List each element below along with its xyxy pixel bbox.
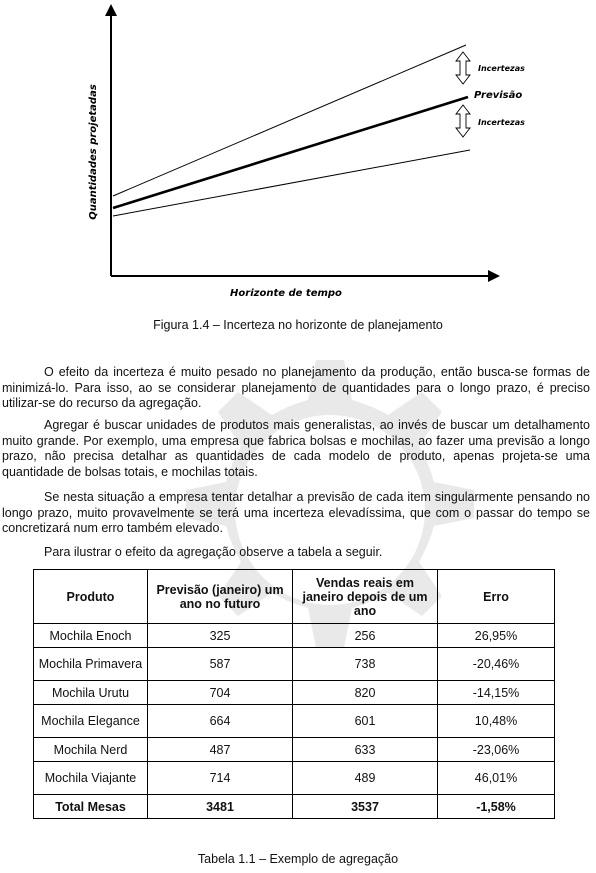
cell-product: Mochila Urutu [34, 681, 148, 705]
paragraph-2 [2, 418, 590, 480]
upper-double-arrow-icon [456, 52, 470, 84]
cell-error: 26,95% [438, 624, 555, 648]
header-actual-sales: Vendas reais em janeiro depois de um ano [293, 570, 438, 624]
table-row [34, 762, 555, 795]
table-header-row [34, 570, 555, 624]
table-row [34, 738, 555, 762]
forecast-line [113, 97, 468, 208]
paragraph-3 [2, 490, 590, 537]
table-row [34, 648, 555, 681]
paragraph-3-text: Se nesta situação a empresa tentar detalhar a previsão de cada item singularmente pensando no longo prazo, muito provavelmente se terá uma incerteza elevadíssima, que com o passar do tempo se concretizará num erro também elevado. [2, 490, 590, 535]
header-product: Produto [34, 570, 148, 624]
cell-actual: 256 [293, 624, 438, 648]
lower-double-arrow-icon [456, 105, 470, 137]
forecast-label: Previsão [474, 90, 523, 101]
cell-error: 10,48% [438, 705, 555, 738]
paragraph-4-text: Para ilustrar o efeito da agregação observe a tabela a seguir. [44, 545, 383, 559]
table-caption: Tabela 1.1 – Exemplo de agregação [197, 852, 399, 866]
aggregation-table [33, 569, 555, 819]
cell-product: Mochila Primavera [34, 648, 148, 681]
figure-caption: Figura 1.4 – Incerteza no horizonte de planejamento [153, 318, 443, 332]
cell-error: -23,06% [438, 738, 555, 762]
cell-error: -20,46% [438, 648, 555, 681]
uncertainty-label-upper: Incertezas [478, 64, 525, 73]
cell-product: Mochila Viajante [34, 762, 148, 795]
paragraph-4 [2, 545, 590, 561]
cell-actual: 738 [293, 648, 438, 681]
table-row [34, 705, 555, 738]
cell-forecast: 714 [148, 762, 293, 795]
table-row [34, 681, 555, 705]
cell-forecast: 704 [148, 681, 293, 705]
uncertainty-label-lower: Incertezas [478, 118, 525, 127]
upper-uncertainty-line [113, 45, 466, 196]
y-axis-arrow [105, 4, 117, 16]
uncertainty-figure [0, 0, 596, 310]
paragraph-1 [2, 365, 590, 412]
cell-forecast: 664 [148, 705, 293, 738]
total-error: -1,58% [438, 795, 555, 819]
cell-product: Mochila Elegance [34, 705, 148, 738]
cell-forecast: 587 [148, 648, 293, 681]
total-label: Total Mesas [34, 795, 148, 819]
cell-actual: 633 [293, 738, 438, 762]
x-axis-arrow [488, 270, 500, 282]
cell-error: 46,01% [438, 762, 555, 795]
cell-error: -14,15% [438, 681, 555, 705]
cell-forecast: 325 [148, 624, 293, 648]
cell-actual: 820 [293, 681, 438, 705]
total-actual: 3537 [293, 795, 438, 819]
cell-forecast: 487 [148, 738, 293, 762]
paragraph-1-text: O efeito da incerteza é muito pesado no planejamento da produção, então busca-se formas de minimizá-lo. Para isso, ao se considerar planejamento de quantidades para o longo prazo, é preciso utilizar-se do recurso da agregação. [2, 365, 590, 410]
table-total-row [34, 795, 555, 819]
lower-uncertainty-line [113, 150, 470, 216]
cell-product: Mochila Enoch [34, 624, 148, 648]
cell-actual: 601 [293, 705, 438, 738]
cell-product: Mochila Nerd [34, 738, 148, 762]
header-forecast: Previsão (janeiro) um ano no futuro [148, 570, 293, 624]
table-row [34, 624, 555, 648]
x-axis-label: Horizonte de tempo [230, 288, 342, 299]
cell-actual: 489 [293, 762, 438, 795]
paragraph-2-text: Agregar é buscar unidades de produtos mais generalistas, ao invés de buscar um detalhamento muito grande. Por exemplo, uma empresa que fabrica bolsas e mochilas, ao fazer uma previsão a longo prazo, não precisa detalhar as quantidades de cada modelo de produto, apenas projeta-se uma quantidade de bolsas totais, e mochilas totais. [2, 418, 590, 479]
total-forecast: 3481 [148, 795, 293, 819]
y-axis-label: Quantidades projetadas [88, 84, 99, 220]
header-error: Erro [438, 570, 555, 624]
